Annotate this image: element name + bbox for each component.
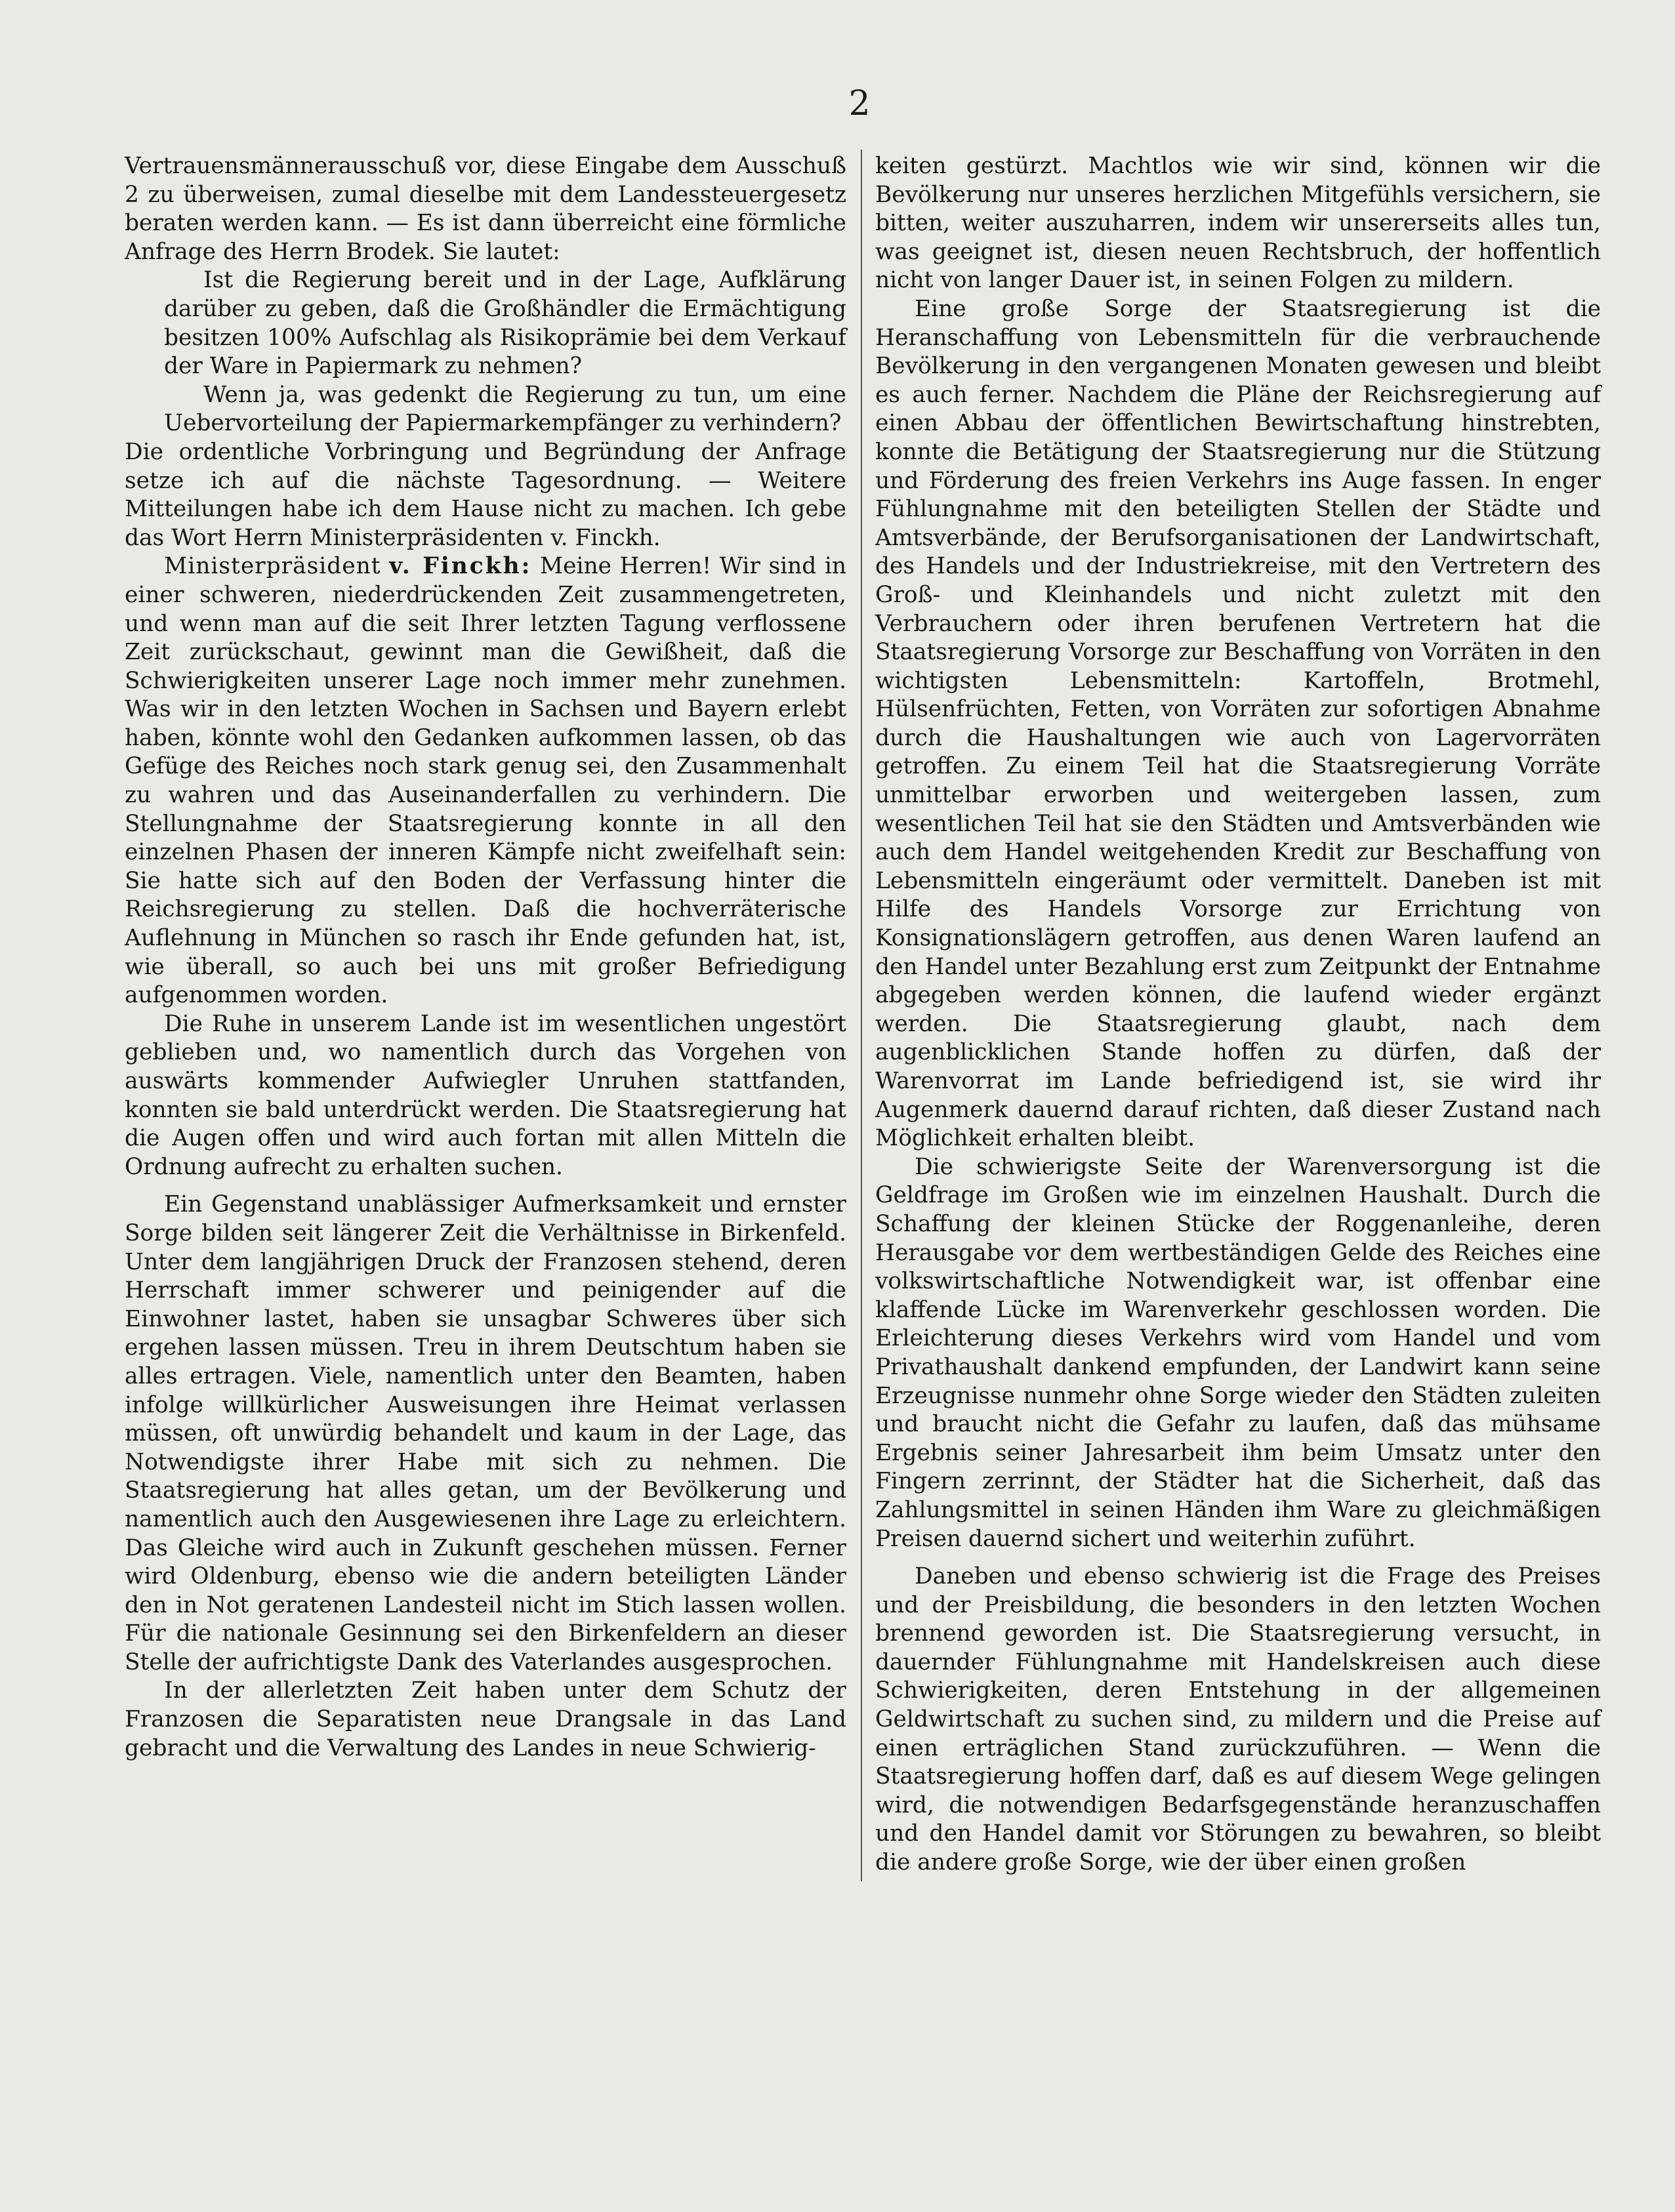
paragraph: Die ordentliche Vorbringung und Begründung der Anfrage setze ich auf die nächste Tagesordnung. — Weitere Mitteilungen habe ich dem Hause nicht zu machen. Ich gebe das Wort Herrn Ministerpräsidenten v. Finckh. xyxy=(125,438,846,551)
paragraph: Daneben und ebenso schwierig ist die Frage des Preises und der Preisbildung, die besonders in den letzten Wochen brennend geworden ist. Die Staatsregierung versucht, in dauernder Fühlungnahme mit Handelskreisen auch diese Schwierigkeiten, deren Entstehung in der allgemeinen Geldwirtschaft zu suchen sind, zu mildern und die Preise auf einen erträglichen Stand zurückzuführen. — Wenn die Staatsregierung hoffen darf, daß es auf diesem Wege gelingen wird, die notwendigen Bedarfsgegenstände heranzuschaffen und den Handel damit vor Störungen zu bewahren, so bleibt die andere große Sorge, wie der über einen großen xyxy=(875,1563,1601,1876)
speech-paragraph xyxy=(125,552,846,1010)
paragraph: Vertrauensmännerausschuß vor, diese Eingabe dem Ausschuß 2 zu überweisen, zumal dieselbe mit dem Landessteuergesetz beraten werden kann. — Es ist dann überreicht eine förmliche Anfrage des Herrn Brodek. Sie lautet: xyxy=(125,153,846,265)
speaker-title: Ministerpräsident xyxy=(164,553,381,580)
column-divider xyxy=(861,150,862,1881)
paragraph: Die schwierigste Seite der Warenversorgung ist die Geldfrage im Großen wie im einzelnen Haushalt. Durch die Schaffung der kleinen Stücke der Roggenanleihe, deren Herausgabe vor dem wertbeständigen Gelde des Reiches eine volkswirtschaftliche Notwendigkeit war, ist offenbar eine klaffende Lücke im Warenverkehr geschlossen worden. Die Erleichterung dieses Verkehrs wird vom Handel und vom Privathaushalt dankend empfunden, der Landwirt kann seine Erzeugnisse nunmehr ohne Sorge wieder den Städten zuleiten und braucht nicht die Gefahr zu laufen, daß das mühsame Ergebnis seiner Jahresarbeit ihm beim Umsatz unter den Fingern zerrinnt, der Städter hat die Sicherheit, daß das Zahlungsmittel in seinen Händen ihm Ware zu gleichmäßigen Preisen dauernd sichert und weiterhin zuführt. xyxy=(875,1153,1601,1552)
right-column xyxy=(875,152,1601,1877)
quoted-inquiry: Wenn ja, was gedenkt die Regierung zu tun, um eine Uebervorteilung der Papiermarkempfänger zu verhindern? xyxy=(164,381,846,437)
quoted-inquiry: Ist die Regierung bereit und in der Lage, Aufklärung darüber zu geben, daß die Großhändler die Ermächtigung besitzen 100% Aufschlag als Risikoprämie bei dem Verkauf der Ware in Papiermark zu nehmen? xyxy=(164,267,846,380)
paragraph: In der allerletzten Zeit haben unter dem Schutz der Franzosen die Separatisten neue Drangsale in das Land gebracht und die Verwaltung des Landes in neue Schwierig- xyxy=(125,1677,846,1761)
speaker-name: v. Finckh: xyxy=(389,553,532,580)
paragraph: keiten gestürzt. Machtlos wie wir sind, können wir die Bevölkerung nur unseres herzlichen Mitgefühls versichern, sie bitten, weiter auszuharren, indem wir unsererseits alles tun, was geeignet ist, diesen neuen Rechtsbruch, der hoffentlich nicht von langer Dauer ist, in seinen Folgen zu mildern. xyxy=(875,153,1601,294)
speech-text: Meine Herren! Wir sind in einer schweren, niederdrückenden Zeit zusammengetreten, und wenn man auf die seit Ihrer letzten Tagung verflossene Zeit zurückschaut, gewinnt man die Gewißheit, daß die Schwierigkeiten unserer Lage noch immer mehr zunehmen. Was wir in den letzten Wochen in Sachsen und Bayern erlebt haben, könnte wohl den Gedanken aufkommen lassen, ob das Gefüge des Reiches noch stark genug sei, den Zusammenhalt zu wahren und das Auseinanderfallen zu verhindern. Die Stellungnahme der Staatsregierung konnte in all den einzelnen Phasen der inneren Kämpfe nicht zweifelhaft sein: Sie hatte sich auf den Boden der Verfassung hinter die Reichsregierung zu stellen. Daß die hochverräterische Auflehnung in München so rasch ihr Ende gefunden hat, ist, wie überall, so auch bei uns mit großer Befriedigung aufgenommen worden. xyxy=(125,553,847,1009)
paragraph: Ein Gegenstand unablässiger Aufmerksamkeit und ernster Sorge bilden seit längerer Zeit die Verhältnisse in Birkenfeld. Unter dem langjährigen Druck der Franzosen stehend, deren Herrschaft immer schwerer und peinigender auf die Einwohner lastet, haben sie unsagbar Schweres über sich ergehen lassen müssen. Treu in ihrem Deutschtum haben sie alles ertragen. Viele, namentlich unter den Beamten, haben infolge willkürlicher Ausweisungen ihre Heimat verlassen müssen, oft unwürdig behandelt und kaum in der Lage, das Notwendigste ihrer Habe mit sich zu nehmen. Die Staatsregierung hat alles getan, um der Bevölkerung und namentlich auch den Ausgewiesenen ihre Lage zu erleichtern. Das Gleiche wird auch in Zukunft geschehen müssen. Ferner wird Oldenburg, ebenso wie die andern beteiligten Länder den in Not geratenen Landesteil nicht im Stich lassen wollen. Für die nationale Gesinnung sei den Birkenfeldern an dieser Stelle der aufrichtigste Dank des Vaterlandes ausgesprochen. xyxy=(125,1191,846,1675)
paragraph: Die Ruhe in unserem Lande ist im wesentlichen ungestört geblieben und, wo namentlich durch das Vorgehen von auswärts kommender Aufwiegler Unruhen stattfanden, konnten sie bald unterdrückt werden. Die Staatsregierung hat die Augen offen und wird auch fortan mit allen Mitteln die Ordnung aufrecht zu erhalten suchen. xyxy=(125,1010,846,1180)
paragraph: Eine große Sorge der Staatsregierung ist die Heranschaffung von Lebensmitteln für die verbrauchende Bevölkerung in den vergangenen Monaten gewesen und bleibt es auch ferner. Nachdem die Pläne der Reichsregierung auf einen Abbau der öffentlichen Bewirtschaftung hinstrebten, konnte die Betätigung der Staatsregierung nur die Stützung und Förderung des freien Verkehrs ins Auge fassen. In enger Fühlungnahme mit den beteiligten Stellen der Städte und Amtsverbände, der Berufsorganisationen der Landwirtschaft, des Handels und der Industriekreise, mit den Vertretern des Groß- und Kleinhandels und nicht zuletzt mit den Verbrauchern oder ihren berufenen Vertretern hat die Staatsregierung Vorsorge zur Beschaffung von Vorräten in den wichtigsten Lebensmitteln: Kartoffeln, Brotmehl, Hülsenfrüchten, Fetten, von Vorräten zur sofortigen Abnahme durch die Haushaltungen wie auch von Lagervorräten getroffen. Zu einem Teil hat die Staatsregierung Vorräte unmittelbar erworben und weitergeben lassen, zum wesentlichen Teil hat sie den Städten und Amtsverbänden wie auch dem Handel weitgehenden Kredit zur Beschaffung von Lebensmitteln eingeräumt oder vermittelt. Daneben ist mit Hilfe des Handels Vorsorge zur Errichtung von Konsignationslägern getroffen, aus denen Waren laufend an den Handel unter Bezahlung erst zum Zeitpunkt der Entnahme abgegeben werden können, die laufend wieder ergänzt werden. Die Staatsregierung glaubt, nach dem augenblicklichen Stande hoffen zu dürfen, daß der Warenvorrat im Lande befriedigend ist, sie wird ihr Augenmerk dauernd darauf richten, daß dieser Zustand nach Möglichkeit erhalten bleibt. xyxy=(875,295,1601,1152)
page-number: 2 xyxy=(848,84,871,123)
left-column xyxy=(125,152,846,1763)
